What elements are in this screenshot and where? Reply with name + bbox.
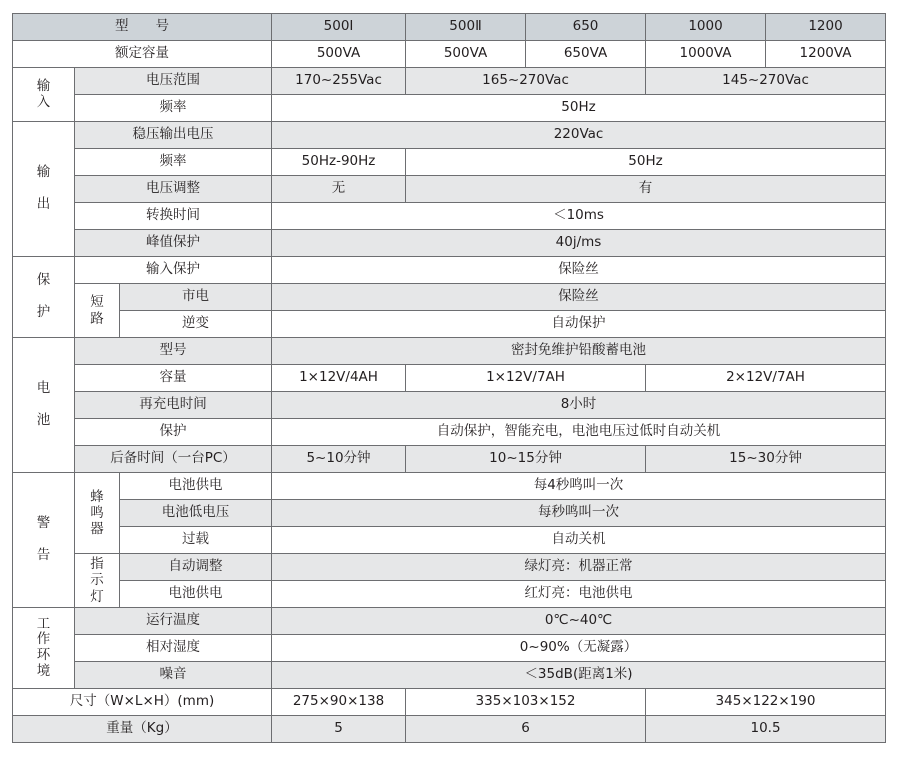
voltage-range-value: 165~270Vac bbox=[406, 68, 646, 95]
environment-category: 工 作 环 境 bbox=[13, 608, 75, 689]
battery-capacity-value: 1×12V/4AH bbox=[272, 365, 406, 392]
indicator-battery-label: 电池供电 bbox=[120, 581, 272, 608]
weight-value: 10.5 bbox=[646, 716, 886, 743]
recharge-time-label: 再充电时间 bbox=[75, 392, 272, 419]
regulated-voltage-value: 220Vac bbox=[272, 122, 886, 149]
dimensions-row bbox=[13, 689, 886, 716]
backup-time-label: 后备时间（一台PC） bbox=[75, 446, 272, 473]
input-frequency-value: 50Hz bbox=[272, 95, 886, 122]
input-voltage-row bbox=[13, 68, 886, 95]
model-650: 650 bbox=[526, 14, 646, 41]
transfer-time-value: ＜10ms bbox=[272, 203, 886, 230]
output-frequency-value: 50Hz-90Hz bbox=[272, 149, 406, 176]
voltage-adjust-value: 有 bbox=[406, 176, 886, 203]
voltage-range-value: 170~255Vac bbox=[272, 68, 406, 95]
rated-value: 500VA bbox=[272, 41, 406, 68]
indicator-group: 指 示 灯 bbox=[75, 554, 120, 608]
buzzer-battery-label: 电池供电 bbox=[120, 473, 272, 500]
dimensions-value: 345×122×190 bbox=[646, 689, 886, 716]
indicator-battery-row bbox=[13, 581, 886, 608]
battery-protection-row bbox=[13, 419, 886, 446]
transfer-time-row bbox=[13, 203, 886, 230]
model-header: 型 号 bbox=[13, 14, 272, 41]
temperature-label: 运行温度 bbox=[75, 608, 272, 635]
output-frequency-value: 50Hz bbox=[406, 149, 886, 176]
auto-adjust-label: 自动调整 bbox=[120, 554, 272, 581]
peak-protection-row bbox=[13, 230, 886, 257]
temperature-value: 0℃~40℃ bbox=[272, 608, 886, 635]
rated-value: 650VA bbox=[526, 41, 646, 68]
weight-value: 6 bbox=[406, 716, 646, 743]
model-1000: 1000 bbox=[646, 14, 766, 41]
noise-label: 噪音 bbox=[75, 662, 272, 689]
auto-adjust-value: 绿灯亮：机器正常 bbox=[272, 554, 886, 581]
dimensions-label: 尺寸（W×L×H）(mm) bbox=[13, 689, 272, 716]
battery-type-row bbox=[13, 338, 886, 365]
temperature-row bbox=[13, 608, 886, 635]
battery-type-value: 密封免维护铅酸蓄电池 bbox=[272, 338, 886, 365]
model-500-2: 500Ⅱ bbox=[406, 14, 526, 41]
battery-protection-label: 保护 bbox=[75, 419, 272, 446]
battery-category: 电 池 bbox=[13, 338, 75, 473]
rated-label: 额定容量 bbox=[13, 41, 272, 68]
battery-type-label: 型号 bbox=[75, 338, 272, 365]
dimensions-value: 335×103×152 bbox=[406, 689, 646, 716]
mains-row bbox=[13, 284, 886, 311]
overload-label: 过载 bbox=[120, 527, 272, 554]
inverter-row bbox=[13, 311, 886, 338]
spec-table bbox=[12, 13, 886, 743]
overload-value: 自动关机 bbox=[272, 527, 886, 554]
voltage-adjust-value: 无 bbox=[272, 176, 406, 203]
battery-capacity-value: 2×12V/7AH bbox=[646, 365, 886, 392]
buzzer-battery-row bbox=[13, 473, 886, 500]
regulated-voltage-row bbox=[13, 122, 886, 149]
backup-time-value: 10~15分钟 bbox=[406, 446, 646, 473]
recharge-time-value: 8小时 bbox=[272, 392, 886, 419]
model-500-1: 500Ⅰ bbox=[272, 14, 406, 41]
buzzer-battery-value: 每4秒鸣叫一次 bbox=[272, 473, 886, 500]
humidity-value: 0~90%（无凝露） bbox=[272, 635, 886, 662]
short-circuit-group: 短 路 bbox=[75, 284, 120, 338]
peak-protection-value: 40j/ms bbox=[272, 230, 886, 257]
backup-time-value: 5~10分钟 bbox=[272, 446, 406, 473]
weight-row bbox=[13, 716, 886, 743]
input-category: 输 入 bbox=[13, 68, 75, 122]
humidity-row bbox=[13, 635, 886, 662]
input-frequency-label: 频率 bbox=[75, 95, 272, 122]
indicator-battery-value: 红灯亮：电池供电 bbox=[272, 581, 886, 608]
backup-time-row bbox=[13, 446, 886, 473]
buzzer-low-label: 电池低电压 bbox=[120, 500, 272, 527]
input-protection-label: 输入保护 bbox=[75, 257, 272, 284]
voltage-range-value: 145~270Vac bbox=[646, 68, 886, 95]
battery-capacity-label: 容量 bbox=[75, 365, 272, 392]
inverter-value: 自动保护 bbox=[272, 311, 886, 338]
rated-value: 1000VA bbox=[646, 41, 766, 68]
output-frequency-label: 频率 bbox=[75, 149, 272, 176]
voltage-adjust-row bbox=[13, 176, 886, 203]
buzzer-low-row bbox=[13, 500, 886, 527]
transfer-time-label: 转换时间 bbox=[75, 203, 272, 230]
rated-row bbox=[13, 41, 886, 68]
backup-time-value: 15~30分钟 bbox=[646, 446, 886, 473]
battery-capacity-value: 1×12V/7AH bbox=[406, 365, 646, 392]
header-row bbox=[13, 14, 886, 41]
humidity-label: 相对湿度 bbox=[75, 635, 272, 662]
peak-protection-label: 峰值保护 bbox=[75, 230, 272, 257]
auto-adjust-row bbox=[13, 554, 886, 581]
rated-value: 500VA bbox=[406, 41, 526, 68]
weight-value: 5 bbox=[272, 716, 406, 743]
input-protection-value: 保险丝 bbox=[272, 257, 886, 284]
mains-value: 保险丝 bbox=[272, 284, 886, 311]
overload-row bbox=[13, 527, 886, 554]
noise-row bbox=[13, 662, 886, 689]
output-frequency-row bbox=[13, 149, 886, 176]
protection-category: 保 护 bbox=[13, 257, 75, 338]
output-category: 输 出 bbox=[13, 122, 75, 257]
input-frequency-row bbox=[13, 95, 886, 122]
alarm-category: 警 告 bbox=[13, 473, 75, 608]
voltage-adjust-label: 电压调整 bbox=[75, 176, 272, 203]
inverter-label: 逆变 bbox=[120, 311, 272, 338]
regulated-voltage-label: 稳压输出电压 bbox=[75, 122, 272, 149]
dimensions-value: 275×90×138 bbox=[272, 689, 406, 716]
battery-capacity-row bbox=[13, 365, 886, 392]
battery-protection-value: 自动保护，智能充电，电池电压过低时自动关机 bbox=[272, 419, 886, 446]
buzzer-low-value: 每秒鸣叫一次 bbox=[272, 500, 886, 527]
weight-label: 重量（Kg） bbox=[13, 716, 272, 743]
rated-value: 1200VA bbox=[766, 41, 886, 68]
noise-value: ＜35dB(距离1米) bbox=[272, 662, 886, 689]
voltage-range-label: 电压范围 bbox=[75, 68, 272, 95]
model-1200: 1200 bbox=[766, 14, 886, 41]
buzzer-group: 蜂 鸣 器 bbox=[75, 473, 120, 554]
mains-label: 市电 bbox=[120, 284, 272, 311]
recharge-time-row bbox=[13, 392, 886, 419]
input-protection-row bbox=[13, 257, 886, 284]
